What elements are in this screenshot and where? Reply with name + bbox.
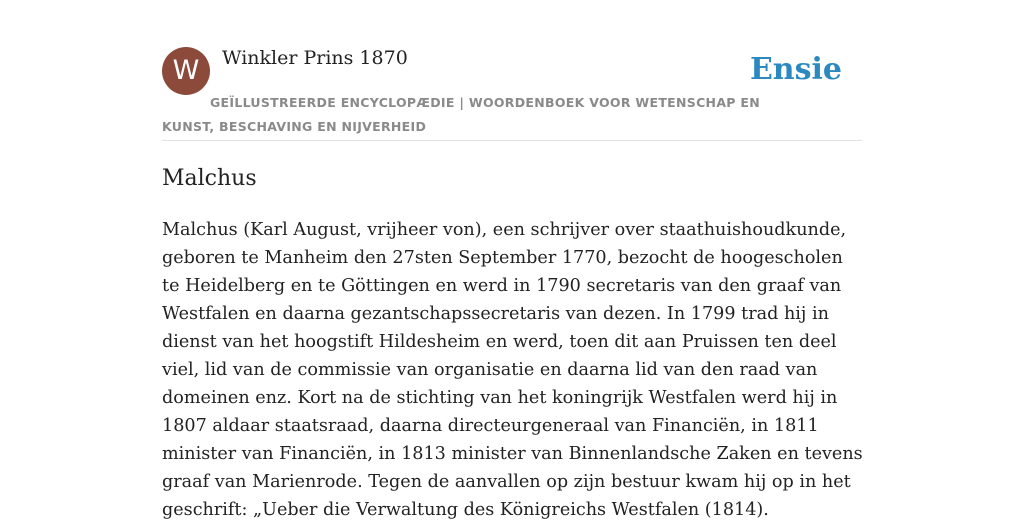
brand-logo[interactable]: Ensie <box>749 52 842 87</box>
site-header <box>162 46 862 141</box>
source-avatar[interactable]: W <box>162 47 210 95</box>
article-body: Malchus (Karl August, vrijheer von), een schrijver over staathuishoudkunde, geboren te Manheim den 27sten September 1770, bezocht de hoogescholen te Heidelberg en te Göttingen en werd in 1790 secretaris van den graaf van Westfalen en daarna gezantschapssecretaris van dezen. In 1799 trad hij in dienst van het hoogstift Hildesheim en werd, toen dit aan Pruissen ten deel viel, lid van de commissie van organisatie en daarna lid van den raad van domeinen enz. Kort na de stichting van het koningrijk Westfalen werd hij in 1807 aldaar staatsraad, daarna directeurgeneraal van Financiën, in 1811 minister van Financiën, in 1813 minister van Binnenlandsche Zaken en tevens graaf van Marienrode. Tegen de aanvallen op zijn bestuur kwam hij op in het geschrift: „Ueber die Verwaltung des Königreichs Westfalen (1814). <box>162 220 863 520</box>
source-subtitle: GEÏLLUSTREERDE ENCYCLOPÆDIE | WOORDENBOEK VOOR WETENSCHAP EN KUNST, BESCHAVING EN NIJVERHEID <box>162 95 760 134</box>
source-title[interactable]: Winkler Prins 1870 <box>222 47 408 69</box>
article-title: Malchus <box>162 166 257 191</box>
